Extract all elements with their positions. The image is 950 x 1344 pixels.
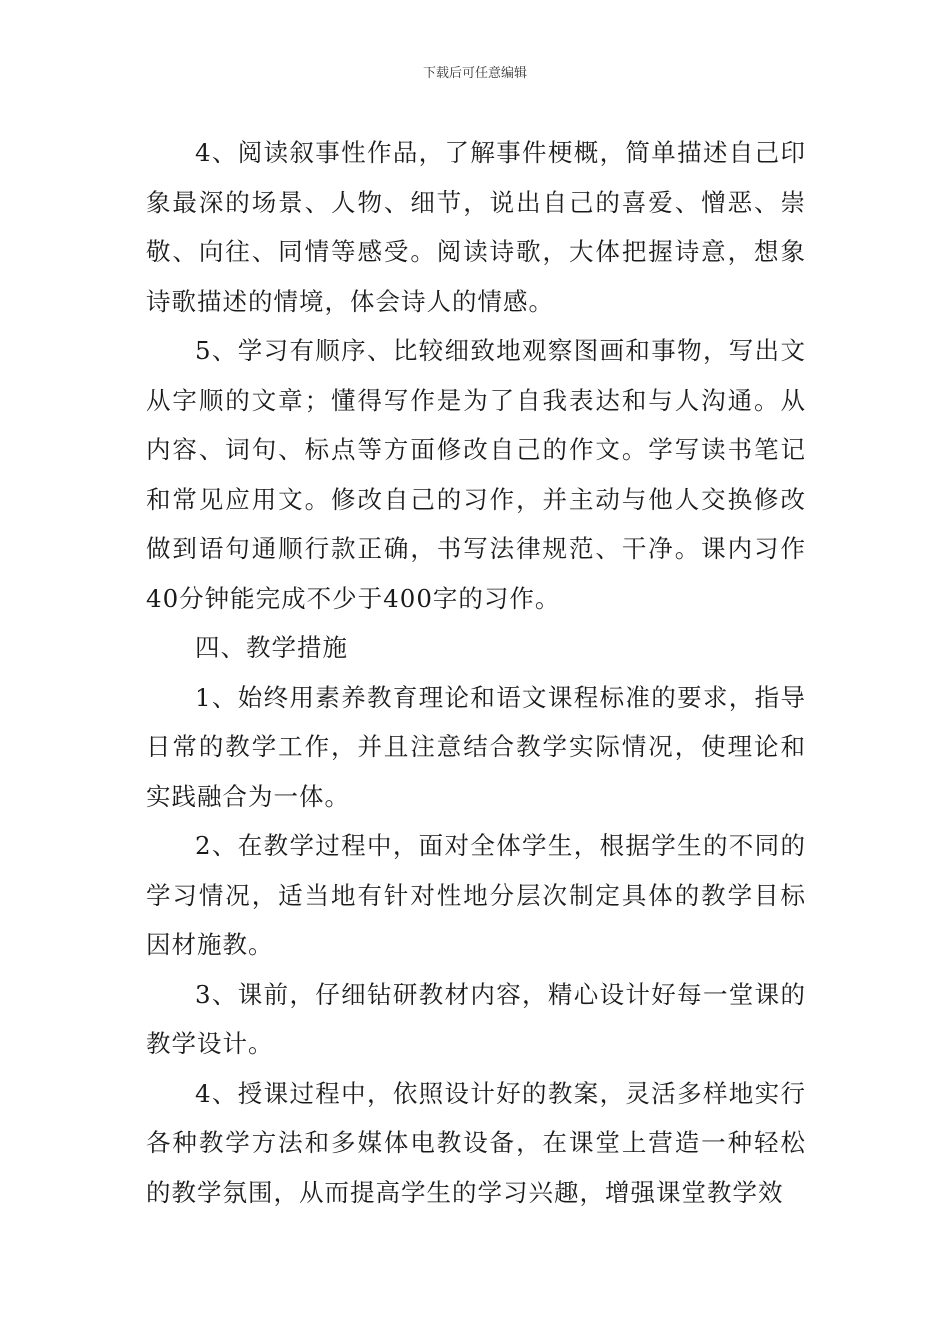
paragraph-reading-goals: 4、阅读叙事性作品，了解事件梗概，简单描述自己印象最深的场景、人物、细节，说出自己的喜爱、憎恶、崇敬、向往、同情等感受。阅读诗歌，大体把握诗意，想象诗歌描述的情境，体会诗人的情感。 bbox=[146, 138, 806, 316]
paragraph-writing-goals: 5、学习有顺序、比较细致地观察图画和事物，写出文从字顺的文章；懂得写作是为了自我表达和与人沟通。从内容、词句、标点等方面修改自己的作文。学写读书笔记和常见应用文。修改自己的习作，并主动与他人交换修改做到语句通顺行款正确，书写法律规范、干净。课内习作40分钟能完成不少于400字的习作。 bbox=[146, 336, 806, 613]
document-body bbox=[146, 128, 806, 1217]
header-note: 下载后可任意编辑 bbox=[422, 66, 527, 81]
paragraph-measure-4: 4、授课过程中，依照设计好的教案，灵活多样地实行各种教学方法和多媒体电教设备，在课堂上营造一种轻松的教学氛围，从而提高学生的学习兴趣，增强课堂教学效 bbox=[146, 1078, 806, 1207]
paragraph-measure-1: 1、始终用素养教育理论和语文课程标准的要求，指导日常的教学工作，并且注意结合教学实际情况，使理论和实践融合为一体。 bbox=[146, 682, 806, 811]
paragraph-measure-2: 2、在教学过程中，面对全体学生，根据学生的不同的学习情况，适当地有针对性地分层次制定具体的教学目标因材施教。 bbox=[146, 831, 806, 959]
paragraph-measure-3: 3、课前，仔细钻研教材内容，精心设计好每一堂课的教学设计。 bbox=[146, 979, 806, 1058]
section-heading-teaching-measures: 四、教学措施 bbox=[195, 633, 348, 662]
